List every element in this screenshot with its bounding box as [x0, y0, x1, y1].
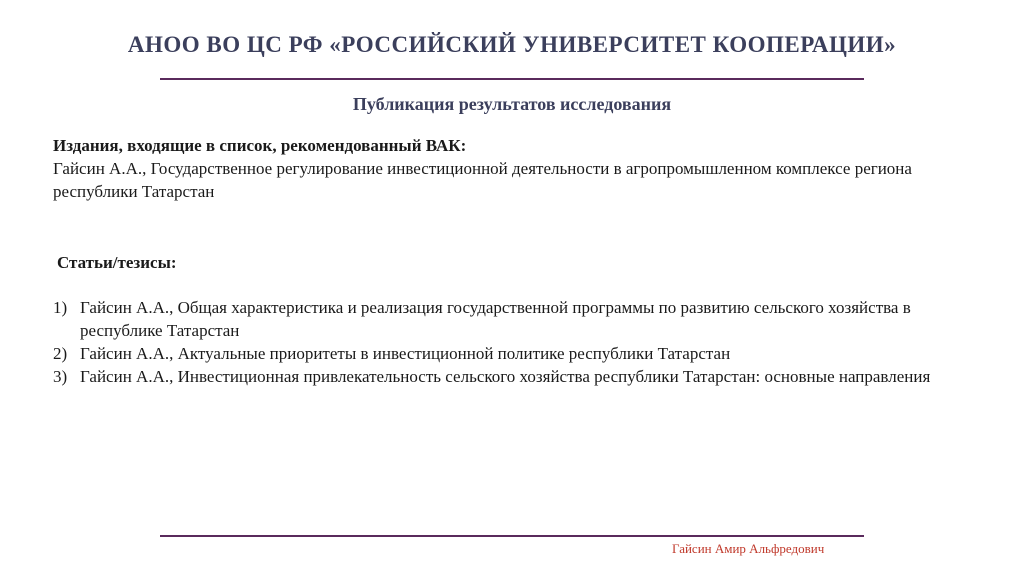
vak-section: [53, 134, 983, 203]
vak-publication: Гайсин А.А., Государственное регулирование инвестиционной деятельности в агропромышленном комплексе региона республики Татарстан: [53, 159, 912, 201]
list-item: [53, 365, 973, 388]
list-item: [53, 296, 973, 342]
vak-heading: Издания, входящие в список, рекомендованный ВАК:: [53, 136, 467, 155]
list-item-number: 1): [53, 298, 68, 317]
list-item-number: 2): [53, 344, 68, 363]
slide-subtitle: Публикация результатов исследования: [352, 94, 672, 114]
articles-list: [53, 296, 973, 388]
list-item-text: Гайсин А.А., Инвестиционная привлекательность сельского хозяйства республики Татарстан: основные направления: [80, 367, 931, 386]
list-item-text: Гайсин А.А., Актуальные приоритеты в инвестиционной политике республики Татарстан: [80, 344, 731, 363]
slide-title: АНОО ВО ЦС РФ «РОССИЙСКИЙ УНИВЕРСИТЕТ КООПЕРАЦИИ»: [127, 32, 897, 57]
list-item-text: Гайсин А.А., Общая характеристика и реализация государственной программы по развитию сельского хозяйства в республике Татарстан: [80, 298, 911, 340]
author-name: Гайсин Амир Альфредович: [672, 541, 825, 556]
top-divider: [160, 78, 864, 80]
list-item: [53, 342, 973, 365]
list-item-number: 3): [53, 367, 68, 386]
articles-heading: Статьи/тезисы:: [57, 253, 177, 272]
bottom-divider: [160, 535, 864, 537]
